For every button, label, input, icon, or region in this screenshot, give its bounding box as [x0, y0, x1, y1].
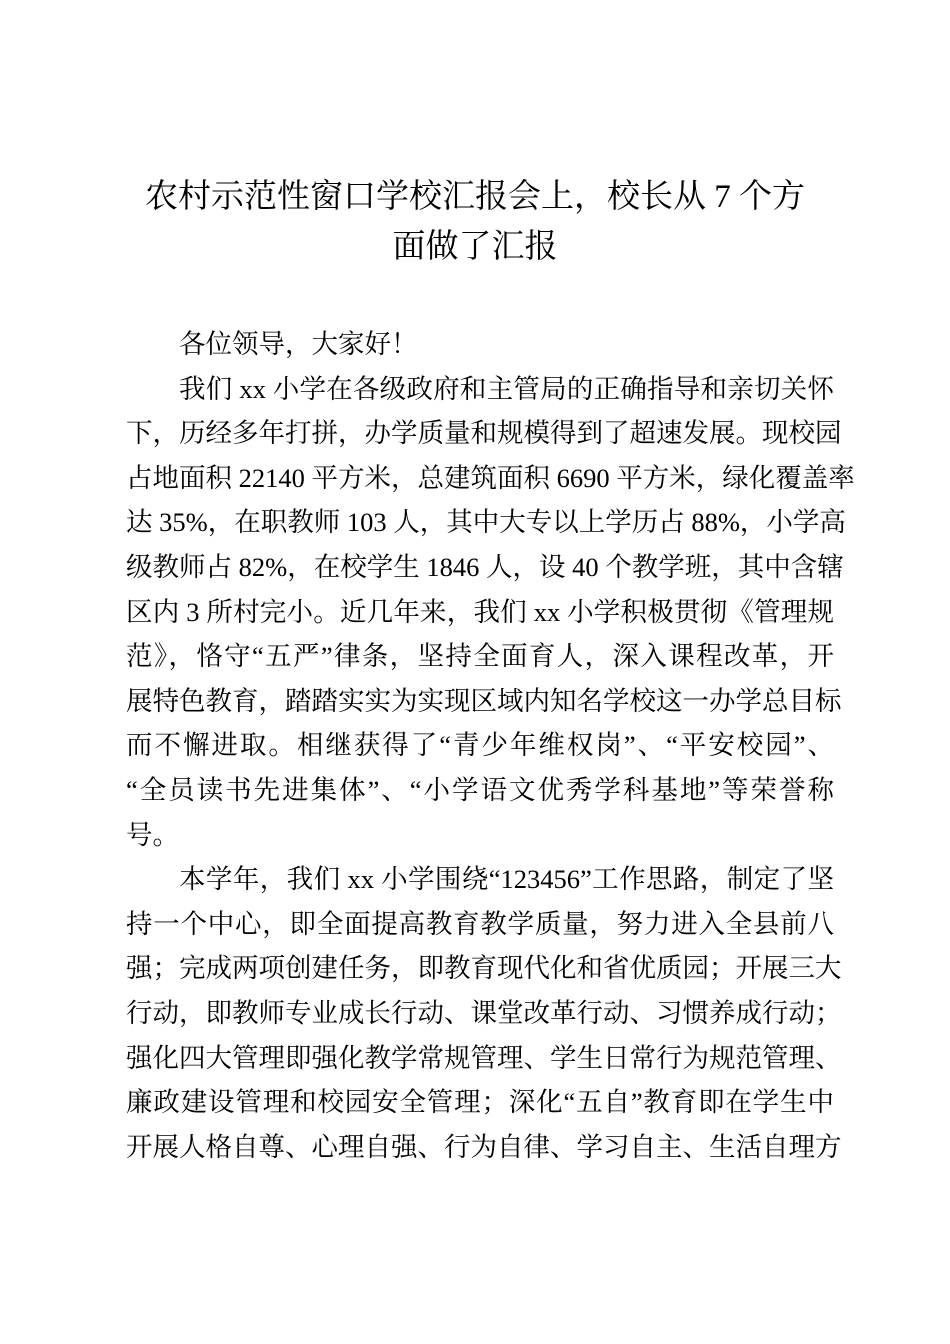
paragraph-line: 本学年，我们 xx 小学围绕“123456”工作思路，制定了坚: [179, 864, 834, 895]
paragraph-line: 强化四大管理即强化教学常规管理、学生日常行为规范管理、: [126, 1042, 842, 1073]
greeting: 各位领导，大家好！: [179, 329, 418, 359]
paragraph-line: 持一个中心，即全面提高教育教学质量，努力进入全县前八: [126, 908, 834, 939]
document-title: [0, 172, 950, 272]
paragraph-line: 下，历经多年打拼，办学质量和规模得到了超速发展。现校园: [126, 418, 842, 449]
paragraph-line: 行动，即教师专业成长行动、课堂改革行动、习惯养成行动；: [126, 997, 842, 1028]
paragraph-line: 区内 3 所村完小。近几年来，我们 xx 小学积极贯彻《管理规: [126, 596, 834, 627]
paragraph-line: 展特色教育，踏踏实实为实现区域内知名学校这一办学总目标: [126, 685, 842, 716]
paragraph-line: 开展人格自尊、心理自强、行为自律、学习自主、生活自理方: [126, 1131, 842, 1162]
title-line-2: 面做了汇报: [392, 229, 558, 265]
paragraph: [126, 367, 855, 858]
paragraph-line: 号。: [126, 819, 179, 850]
paragraph-line: 达 35%，在职教师 103 人，其中大专以上学历占 88%，小学高: [126, 507, 846, 538]
paragraph-line: “全员读书先进集体”、“小学语文优秀学科基地”等荣誉称: [126, 774, 834, 805]
title-line-1: 农村示范性窗口学校汇报会上，校长从 7 个方: [145, 179, 805, 215]
paragraphs: [126, 367, 855, 1170]
paragraph: [126, 857, 842, 1169]
paragraph-line: 占地面积 22140 平方米，总建筑面积 6690 平方米，绿化覆盖率: [126, 462, 855, 493]
paragraph-line: 廉政建设管理和校园安全管理；深化“五自”教育即在学生中: [126, 1087, 834, 1118]
paragraph-line: 我们 xx 小学在各级政府和主管局的正确指导和亲切关怀: [179, 373, 834, 404]
paragraph-line: 范》，恪守“五严”律条，坚持全面育人，深入课程改革，开: [126, 641, 834, 672]
document-body: [126, 322, 855, 1169]
paragraph-line: 级教师占 82%，在校学生 1846 人，设 40 个教学班，其中含辖: [126, 551, 844, 582]
paragraph-line: 强；完成两项创建任务，即教育现代化和省优质园；开展三大: [126, 953, 842, 984]
paragraph-line: 而不懈进取。相继获得了“青少年维权岗”、“平安校园”、: [126, 730, 834, 761]
